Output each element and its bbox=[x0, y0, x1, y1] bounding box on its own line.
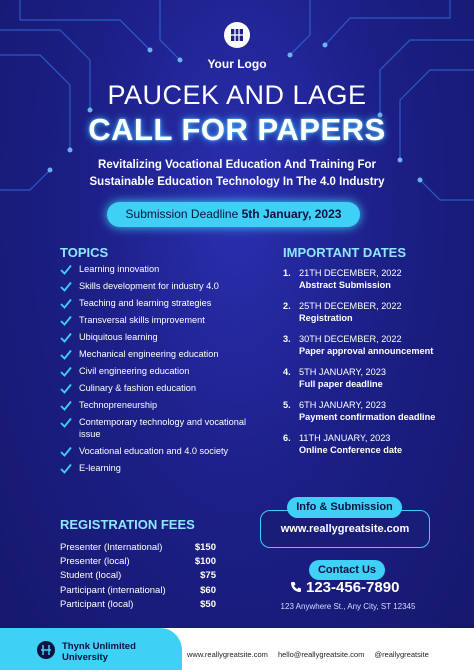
date-event: Registration bbox=[299, 312, 353, 323]
check-icon bbox=[60, 349, 72, 360]
topic-label: Culinary & fashion education bbox=[79, 383, 196, 393]
topic-item bbox=[60, 298, 260, 310]
deadline-label: Submission Deadline bbox=[125, 207, 242, 221]
date-value: 6TH JANUARY, 2023 bbox=[299, 400, 386, 410]
brand-logo-icon bbox=[36, 640, 56, 660]
date-number: 5. bbox=[283, 400, 291, 410]
date-value: 21TH DECEMBER, 2022 bbox=[299, 268, 402, 278]
logo-text: Your Logo bbox=[207, 57, 267, 71]
topic-item bbox=[60, 366, 260, 378]
fee-row bbox=[60, 540, 216, 554]
address: 123 Anywhere St., Any City, ST 12345 bbox=[280, 602, 416, 611]
topic-label: Vocational education and 4.0 society bbox=[79, 445, 229, 456]
topic-item bbox=[60, 349, 260, 361]
topic-item bbox=[60, 463, 260, 475]
check-icon bbox=[60, 315, 72, 326]
fee-label: Participant (local) bbox=[60, 599, 134, 611]
date-number: 2. bbox=[283, 301, 291, 311]
org-title: PAUCEK AND LAGE bbox=[107, 80, 367, 110]
date-event: Abstract Submission bbox=[299, 279, 391, 290]
topic-item bbox=[60, 281, 260, 293]
fee-amount: $60 bbox=[200, 584, 216, 596]
subtitle-line: Revitalizing Vocational Education And Training For bbox=[98, 159, 376, 171]
fee-row bbox=[60, 569, 216, 583]
subtitle bbox=[40, 157, 434, 191]
main-title: CALL FOR PAPERS bbox=[88, 112, 386, 147]
important-date-item bbox=[283, 334, 458, 357]
topic-label: Civil engineering education bbox=[79, 366, 190, 376]
contact-us-label: Contact Us bbox=[309, 560, 385, 580]
topic-item bbox=[60, 315, 260, 327]
info-submission-label: Info & Submission bbox=[287, 497, 402, 518]
topic-item bbox=[60, 264, 260, 276]
check-icon bbox=[60, 463, 72, 474]
fee-label: Student (local) bbox=[60, 570, 122, 582]
topics-list bbox=[60, 264, 260, 480]
registration-fees-heading: REGISTRATION FEES bbox=[60, 517, 195, 532]
fee-label: Presenter (local) bbox=[60, 556, 130, 568]
date-event: Full paper deadline bbox=[299, 378, 383, 389]
fee-row bbox=[60, 583, 216, 597]
topic-label: E-learning bbox=[79, 462, 121, 473]
logo-globe-icon bbox=[224, 22, 250, 48]
registration-fees-table bbox=[60, 540, 216, 612]
phone-icon bbox=[290, 581, 302, 593]
topic-item bbox=[60, 446, 260, 458]
check-icon bbox=[60, 264, 72, 275]
important-dates-heading: IMPORTANT DATES bbox=[283, 245, 407, 260]
brand-name-line: University bbox=[62, 652, 108, 663]
topic-label: Learning innovation bbox=[79, 264, 160, 274]
important-date-item bbox=[283, 367, 458, 390]
check-icon bbox=[60, 400, 72, 411]
phone-text: 123-456-7890 bbox=[306, 579, 400, 596]
footer-links bbox=[187, 650, 474, 659]
check-icon bbox=[60, 298, 72, 309]
check-icon bbox=[60, 383, 72, 394]
check-icon bbox=[60, 366, 72, 377]
important-dates-list bbox=[283, 268, 458, 466]
topics-heading: TOPICS bbox=[60, 245, 109, 260]
date-value: 11TH JANUARY, 2023 bbox=[299, 433, 391, 443]
date-number: 3. bbox=[283, 334, 291, 344]
fee-amount: $50 bbox=[200, 599, 216, 611]
subtitle-line: Sustainable Education Technology In The 4.0 Industry bbox=[89, 176, 385, 188]
topic-label: Teaching and learning strategies bbox=[79, 298, 212, 308]
fee-label: Presenter (International) bbox=[60, 541, 163, 553]
important-date-item bbox=[283, 268, 458, 291]
topic-item bbox=[60, 400, 260, 412]
submission-deadline bbox=[107, 202, 360, 227]
topic-item bbox=[60, 417, 260, 440]
important-date-item bbox=[283, 400, 458, 423]
footer-social-link[interactable]: @reallygreatsite bbox=[374, 650, 429, 659]
brand-name bbox=[62, 641, 172, 663]
fee-label: Participant (international) bbox=[60, 584, 166, 596]
footer-website-link[interactable]: www.reallygreatsite.com bbox=[187, 650, 268, 659]
date-value: 30TH DECEMBER, 2022 bbox=[299, 334, 402, 344]
check-icon bbox=[60, 446, 72, 457]
fee-amount: $75 bbox=[200, 570, 216, 582]
topic-label: Technopreneurship bbox=[79, 400, 158, 410]
important-date-item bbox=[283, 301, 458, 324]
fee-amount: $100 bbox=[194, 556, 216, 568]
brand-name-line: Thynk Unlimited bbox=[62, 641, 136, 652]
date-number: 4. bbox=[283, 367, 291, 377]
important-date-item bbox=[283, 433, 458, 456]
date-event: Online Conference date bbox=[299, 444, 403, 455]
phone-number[interactable] bbox=[290, 579, 400, 596]
date-number: 1. bbox=[283, 268, 291, 278]
check-icon bbox=[60, 332, 72, 343]
date-value: 25TH DECEMBER, 2022 bbox=[299, 301, 402, 311]
topic-label: Ubiquitous learning bbox=[79, 332, 158, 342]
topic-item bbox=[60, 383, 260, 395]
check-icon bbox=[60, 417, 72, 428]
date-value: 5TH JANUARY, 2023 bbox=[299, 367, 386, 377]
deadline-date: 5th January, 2023 bbox=[241, 207, 342, 221]
footer-email-link[interactable]: hello@reallygreatsite.com bbox=[277, 650, 365, 659]
date-number: 6. bbox=[283, 433, 291, 443]
check-icon bbox=[60, 281, 72, 292]
info-url-link[interactable]: www.reallygreatsite.com bbox=[280, 523, 410, 535]
fee-amount: $150 bbox=[194, 541, 216, 553]
topic-label: Skills development for industry 4.0 bbox=[79, 281, 219, 291]
fee-row bbox=[60, 598, 216, 612]
date-event: Payment confirmation deadline bbox=[299, 411, 436, 422]
topic-item bbox=[60, 332, 260, 344]
date-event: Paper approval announcement bbox=[299, 345, 434, 356]
logo bbox=[0, 22, 474, 71]
topic-label: Mechanical engineering education bbox=[79, 349, 219, 359]
topic-label: Transversal skills improvement bbox=[79, 315, 205, 325]
topic-label: Contemporary technology and vocational issue bbox=[79, 417, 247, 439]
fee-row bbox=[60, 554, 216, 568]
